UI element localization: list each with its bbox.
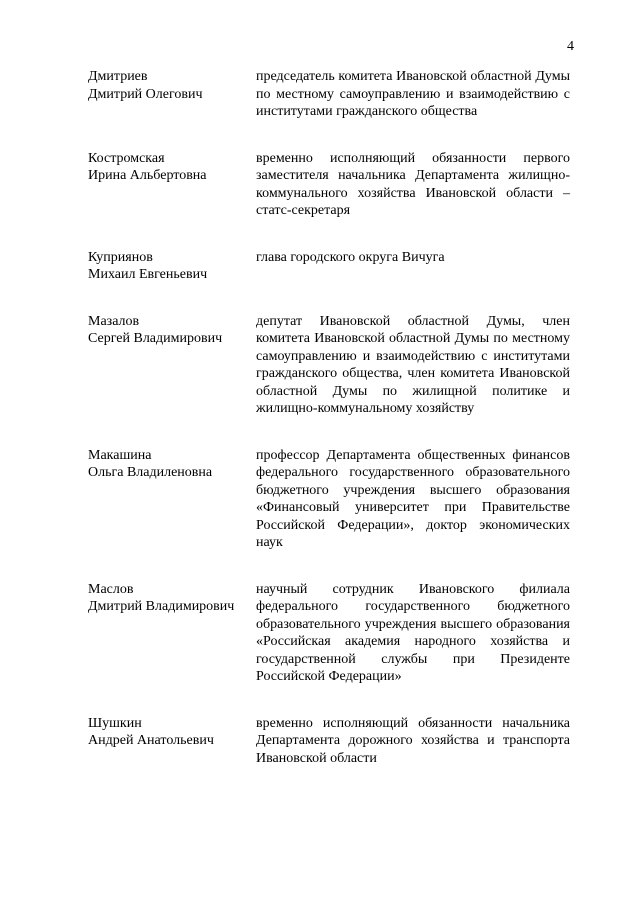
member-name: [88, 447, 256, 482]
member-role: временно исполняющий обязанности начальника Департамента дорожного хозяйства и транспорта Ивановской области: [256, 715, 570, 766]
member-given-names: Дмитрий Владимирович: [88, 599, 235, 614]
members-list: [88, 68, 570, 767]
member-given-names: Дмитрий Олегович: [88, 86, 203, 102]
member-surname: Мазалов: [88, 313, 140, 329]
member-name: [88, 581, 256, 616]
member-role: профессор Департамента общественных финансов федерального государственного образовательного бюджетного учреждения высшего образования «Финансовый университет при Правительстве Российской Федерации», доктор экономических наук: [256, 447, 570, 550]
list-item: [88, 150, 570, 220]
list-item: [88, 581, 570, 686]
member-given-names: Ольга Владиленовна: [88, 465, 213, 480]
member-role: председатель комитета Ивановской областной Думы по местному самоуправлению и взаимодействию с институтами гражданского общества: [256, 69, 570, 119]
list-item: [88, 68, 570, 121]
member-name: [88, 313, 256, 348]
member-surname: Шушкин: [88, 715, 142, 731]
member-surname: Макашина: [88, 447, 152, 463]
list-item: [88, 715, 570, 768]
member-given-names: Михаил Евгеньевич: [88, 267, 208, 282]
page-number: 4: [567, 39, 574, 54]
list-item: [88, 249, 570, 284]
member-role: научный сотрудник Ивановского филиала федерального государственного бюджетного образовательного учреждения высшего образования «Российская академия народного хозяйства и государственной службы при Президенте Российской Федерации»: [256, 581, 570, 684]
member-name: [88, 68, 256, 103]
member-surname: Куприянов: [88, 249, 153, 265]
list-item: [88, 447, 570, 552]
member-role: временно исполняющий обязанности первого заместителя начальника Департамента жилищно-коммунального хозяйства Ивановской области – статс-секретаря: [256, 150, 570, 218]
member-name: [88, 249, 256, 284]
member-given-names: Андрей Анатольевич: [88, 733, 214, 748]
member-surname: Дмитриев: [88, 69, 148, 84]
member-role: депутат Ивановской областной Думы, член комитета Ивановской областной Думы по местному самоуправлению и взаимодействию с институтами гражданского общества, член комитета Ивановской областной Думы по жилищной политике и жилищно-коммунальному хозяйству: [256, 313, 570, 416]
member-name: [88, 715, 256, 750]
member-surname: Маслов: [88, 581, 134, 597]
member-surname: Костромская: [88, 150, 165, 166]
member-name: [88, 150, 256, 185]
member-given-names: Ирина Альбертовна: [88, 168, 207, 183]
member-role: глава городского округа Вичуга: [256, 249, 445, 265]
list-item: [88, 313, 570, 418]
member-given-names: Сергей Владимирович: [88, 331, 223, 346]
